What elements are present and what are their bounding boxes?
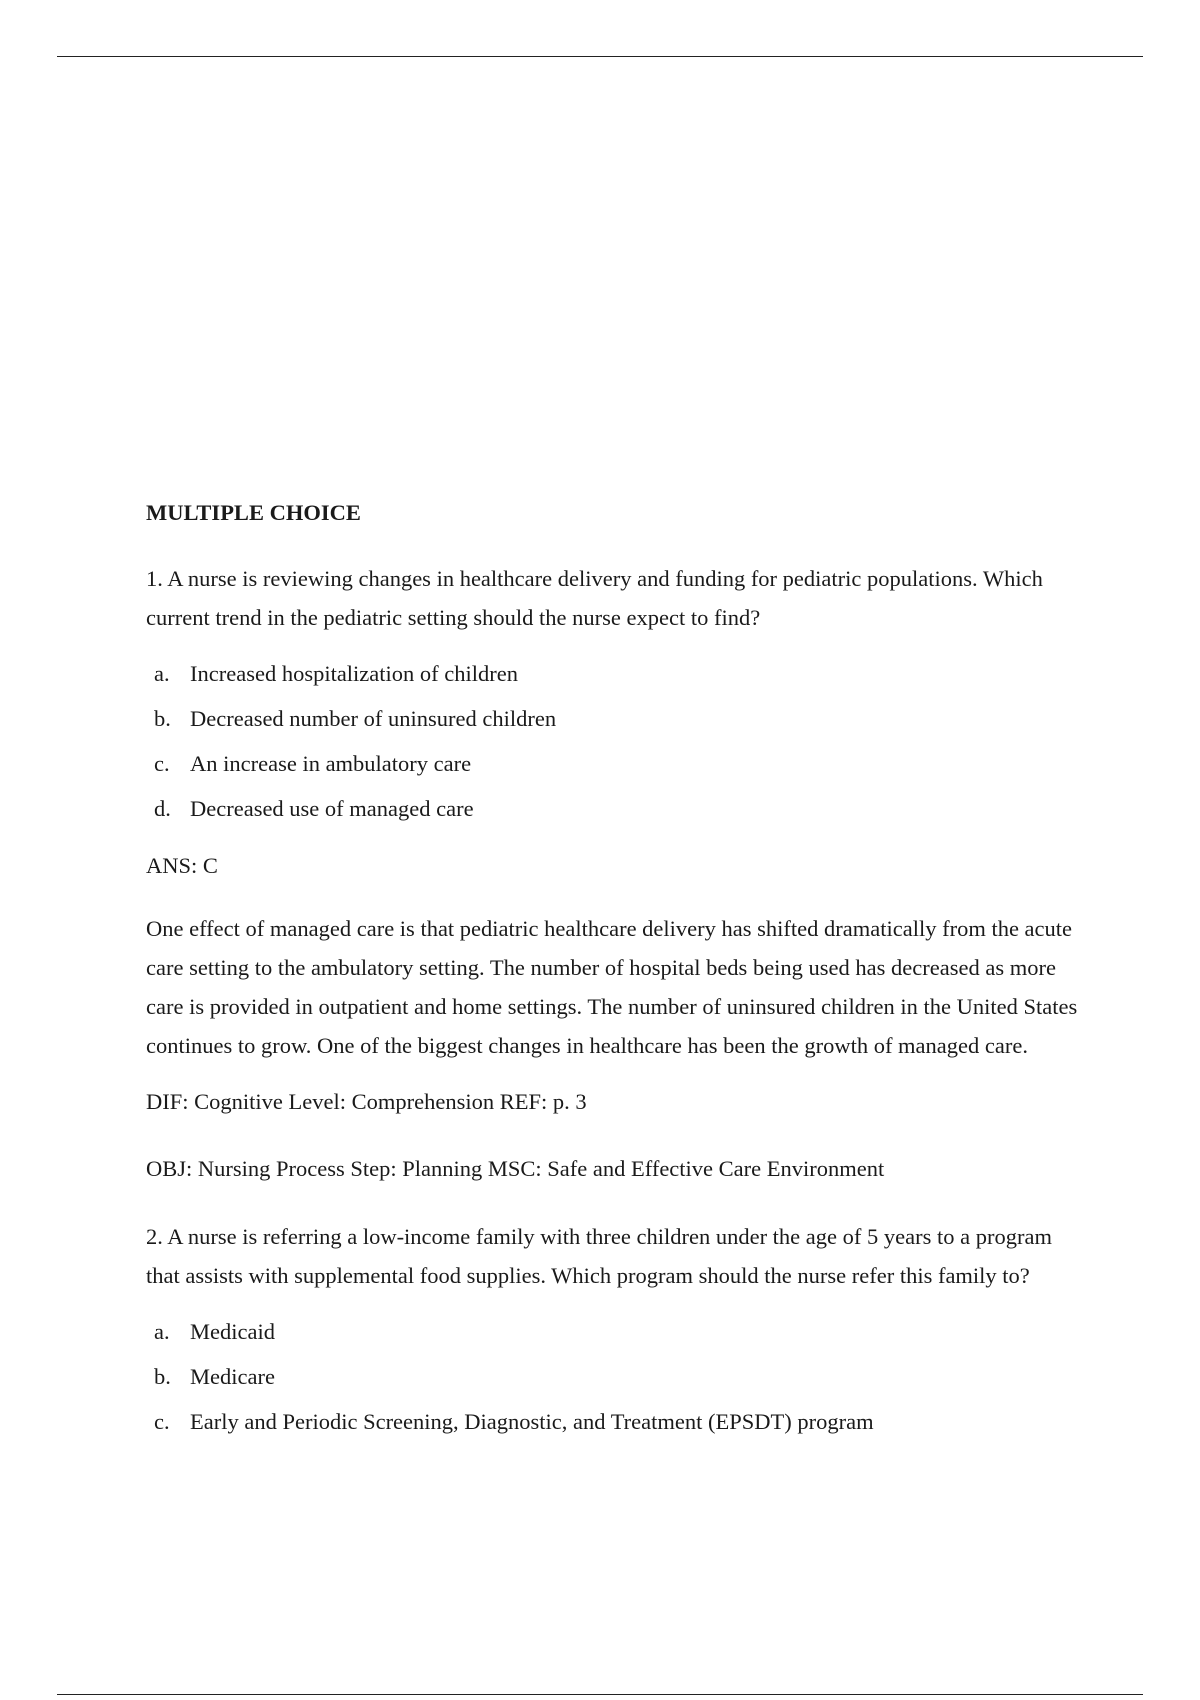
option-a bbox=[146, 1317, 1086, 1347]
option-c bbox=[146, 749, 1086, 779]
option-letter: d. bbox=[154, 796, 171, 821]
option-c bbox=[146, 1407, 1086, 1437]
question-1-obj-msc: OBJ: Nursing Process Step: Planning MSC: Safe and Effective Care Environment bbox=[146, 1156, 885, 1181]
option-letter: a. bbox=[154, 661, 170, 686]
question-1-dif-ref: DIF: Cognitive Level: Comprehension REF: p. 3 bbox=[146, 1089, 587, 1114]
question-1-answer: ANS: C bbox=[146, 853, 218, 878]
option-d bbox=[146, 794, 1086, 824]
question-1 bbox=[146, 559, 1086, 1184]
option-letter: b. bbox=[154, 1364, 171, 1389]
option-b bbox=[146, 704, 1086, 734]
option-letter: b. bbox=[154, 706, 171, 731]
option-text: Early and Periodic Screening, Diagnostic, and Treatment (EPSDT) program bbox=[190, 1409, 874, 1434]
document-body bbox=[146, 498, 1086, 1464]
section-heading: MULTIPLE CHOICE bbox=[146, 500, 361, 525]
option-text: Medicaid bbox=[190, 1319, 275, 1344]
footer-rule bbox=[57, 1694, 1143, 1695]
header-rule bbox=[57, 56, 1143, 57]
option-text: Increased hospitalization of children bbox=[190, 661, 518, 686]
option-letter: a. bbox=[154, 1319, 170, 1344]
option-letter: c. bbox=[154, 751, 170, 776]
option-text: Medicare bbox=[190, 1364, 275, 1389]
question-1-options bbox=[146, 659, 1086, 824]
option-b bbox=[146, 1362, 1086, 1392]
question-2-options bbox=[146, 1317, 1086, 1437]
question-2 bbox=[146, 1217, 1086, 1437]
option-letter: c. bbox=[154, 1409, 170, 1434]
question-2-stem: 2. A nurse is referring a low-income family with three children under the age of 5 years to a program that assists with supplemental food supplies. Which program should the nurse refer this family to? bbox=[146, 1224, 1052, 1288]
option-a bbox=[146, 659, 1086, 689]
question-1-stem: 1. A nurse is reviewing changes in healthcare delivery and funding for pediatric populations. Which current trend in the pediatric setting should the nurse expect to find? bbox=[146, 566, 1043, 630]
option-text: Decreased use of managed care bbox=[190, 796, 474, 821]
question-1-rationale: One effect of managed care is that pediatric healthcare delivery has shifted dramatically from the acute care setting to the ambulatory setting. The number of hospital beds being used has decreased as more care is provided in outpatient and home settings. The number of uninsured children in the United States continues to grow. One of the biggest changes in healthcare has been the growth of managed care. bbox=[146, 916, 1078, 1058]
option-text: An increase in ambulatory care bbox=[190, 751, 472, 776]
option-text: Decreased number of uninsured children bbox=[190, 706, 557, 731]
